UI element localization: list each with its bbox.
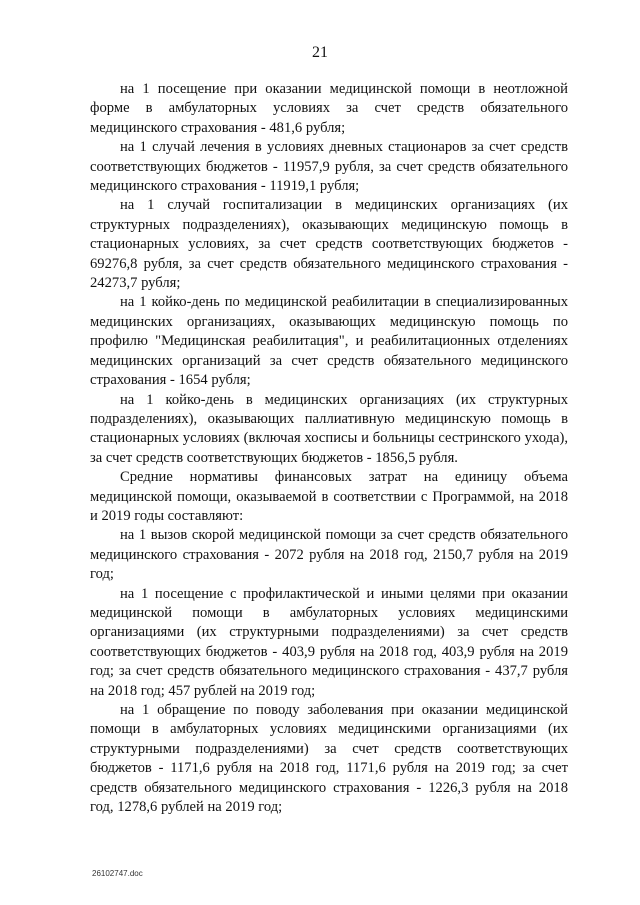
paragraph-hospitalization: на 1 случай госпитализации в медицинских организациях (их структурных подразделениях), оказывающих медицинскую помощь в стационарных условиях, за счет средств соответствующих бюджетов - 69276,8 рубля, за счет средств обязательного медицинского страхования - 24273,7 рубля; [90, 197, 568, 292]
paragraph-disease-appeal: на 1 обращение по поводу заболевания при оказании медицинской помощи в амбулаторных условиях медицинскими организациями (их структурными подразделениями) за счет средств соответствующих бюджетов - 1171,6 рубля на 2018 год, 1171,6 рубля на 2019 год; за счет средств обязательного медицинского страхования - 1226,3 рубля на 2018 год, 1278,6 рублей на 2019 год; [90, 702, 568, 816]
paragraph-ambulance-call: на 1 вызов скорой медицинской помощи за счет средств обязательного медицинского страхования - 2072 рубля на 2018 год, 2150,7 рубля на 2019 год; [90, 527, 568, 583]
page-number: 21 [312, 44, 328, 61]
paragraph-day-hospital: на 1 случай лечения в условиях дневных стационаров за счет средств соответствующих бюджетов - 11957,9 рубля, за счет средств обязательного медицинского страхования - 11919,1 рубля; [90, 139, 568, 195]
paragraph-palliative-bed-day: на 1 койко-день в медицинских организациях (их структурных подразделениях), оказывающих паллиативную медицинскую помощь в стационарных условиях (включая хосписы и больницы сестринского ухода), за счет средств соответствующих бюджетов - 1856,5 рубля. [90, 391, 568, 466]
document-body [90, 80, 568, 817]
paragraph-financial-norms-intro: Средние нормативы финансовых затрат на единицу объема медицинской помощи, оказываемой в соответствии с Программой, на 2018 и 2019 годы составляют: [90, 469, 568, 524]
paragraph-preventive-visit: на 1 посещение с профилактической и иными целями при оказании медицинской помощи в амбулаторных условиях медицинскими организациями (их структурными подразделениями) за счет средств соответствующих бюджетов - 403,9 рубля на 2018 год, 403,9 рубля на 2019 год; за счет средств обязательного медицинского страхования - 437,7 рубля на 2018 год; 457 рублей на 2019 год; [90, 585, 568, 699]
paragraph-rehabilitation-bed-day: на 1 койко-день по медицинской реабилитации в специализированных медицинских организациях, оказывающих медицинскую помощь по профилю "Медицинская реабилитация", и реабилитационных отделениях медицинских организаций за счет средств обязательного медицинского страхования - 1654 рубля; [90, 294, 568, 389]
paragraph-outpatient-emergency: на 1 посещение при оказании медицинской помощи в неотложной форме в амбулаторных условиях за счет средств обязательного медицинского страхования - 481,6 рубля; [90, 81, 568, 136]
footer-filename: 26102747.doc [92, 869, 143, 878]
